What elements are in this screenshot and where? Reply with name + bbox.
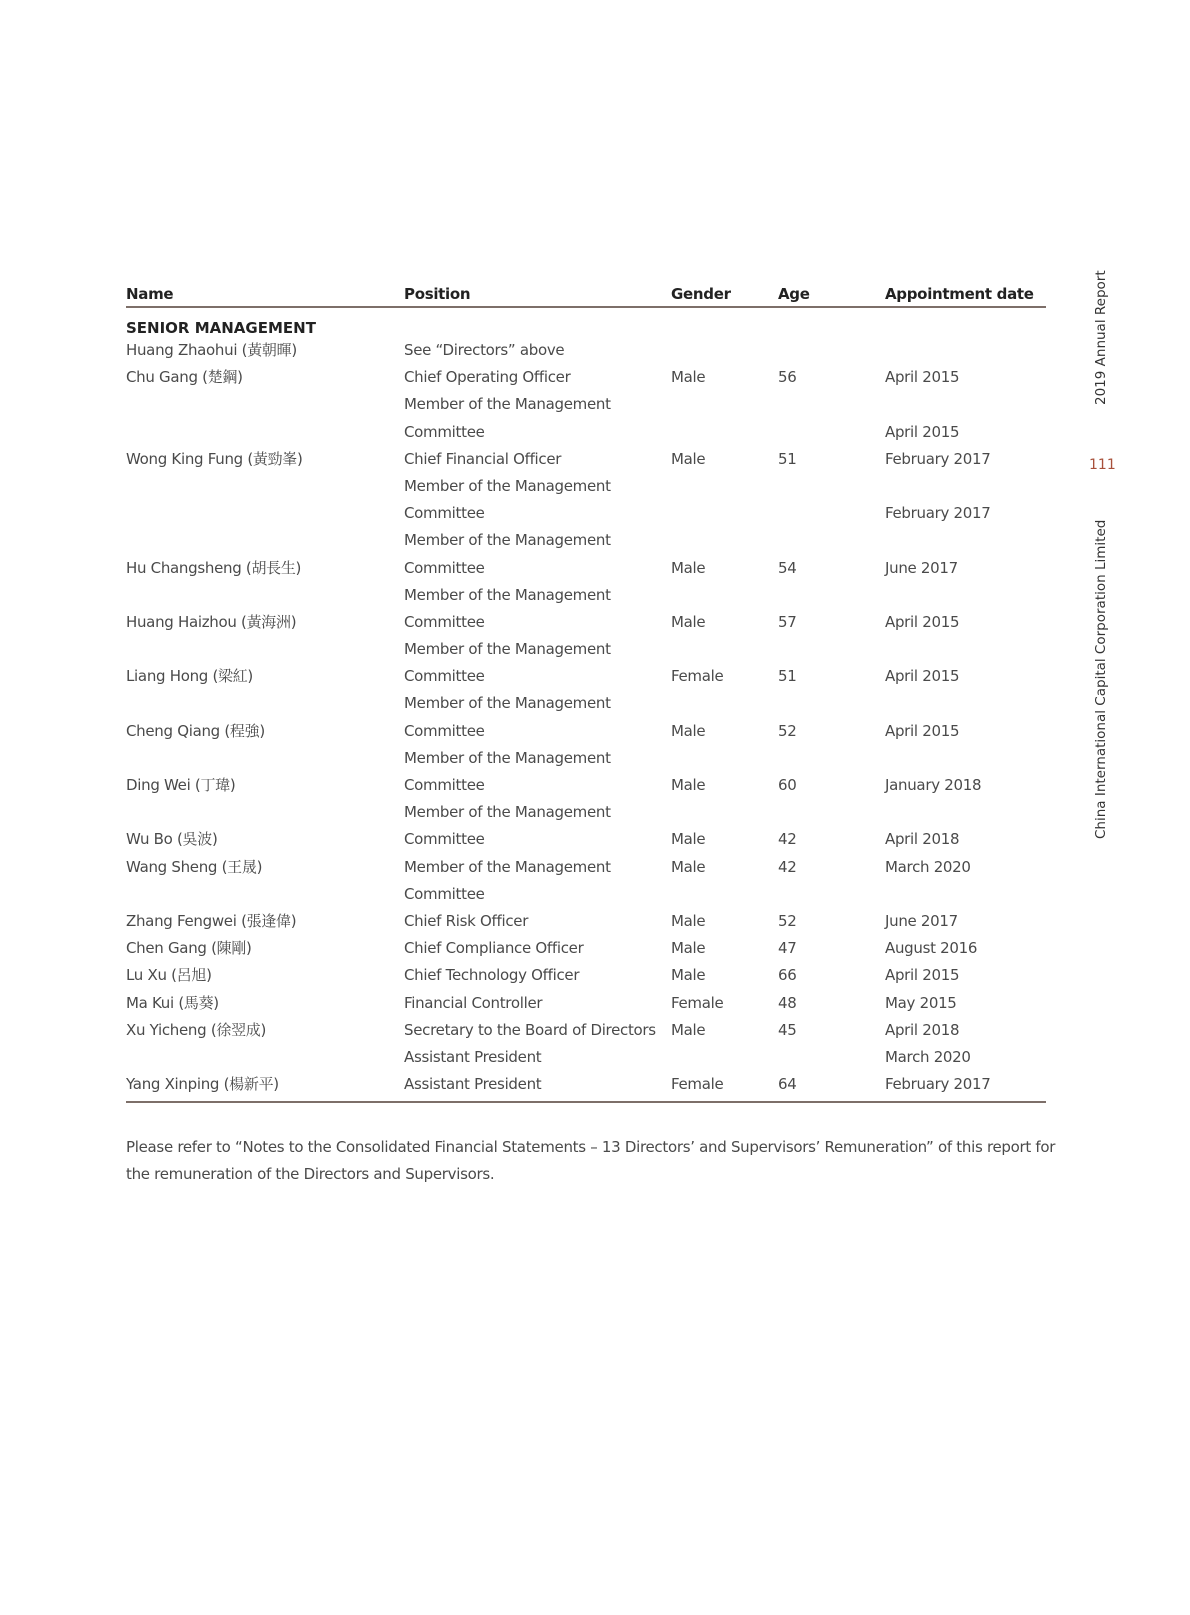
header-appointment-date: Appointment date xyxy=(885,285,1034,303)
cell-gender: Male xyxy=(671,449,706,468)
cell-name: Yang Xinping (楊新平) xyxy=(126,1075,279,1094)
cell-appointment-date: March 2020 xyxy=(885,1047,971,1066)
cell-position: Member of the Management xyxy=(404,694,611,713)
cell-name: Chu Gang (楚鋼) xyxy=(126,368,243,387)
table-row xyxy=(126,420,1046,447)
cell-position: Committee xyxy=(404,667,485,686)
cell-position: Committee xyxy=(404,558,485,577)
cell-name: Huang Haizhou (黃海洲) xyxy=(126,612,297,631)
table-row xyxy=(126,392,1046,419)
cell-gender: Male xyxy=(671,721,706,740)
cell-gender: Male xyxy=(671,558,706,577)
cell-appointment-date: April 2015 xyxy=(885,667,960,686)
cell-position: Financial Controller xyxy=(404,993,543,1012)
cell-name: Lu Xu (呂旭) xyxy=(126,966,212,985)
cell-gender: Male xyxy=(671,911,706,930)
cell-position: Member of the Management xyxy=(404,803,611,822)
table-row xyxy=(126,991,1046,1018)
cell-gender: Male xyxy=(671,368,706,387)
cell-position: Committee xyxy=(404,830,485,849)
cell-name: Liang Hong (梁紅) xyxy=(126,667,253,686)
cell-name: Hu Changsheng (胡長生) xyxy=(126,558,302,577)
cell-gender: Male xyxy=(671,830,706,849)
cell-position: Assistant President xyxy=(404,1075,542,1094)
table-row xyxy=(126,583,1046,610)
cell-position: Committee xyxy=(404,721,485,740)
cell-name: Ding Wei (丁瑋) xyxy=(126,776,236,794)
cell-age: 42 xyxy=(778,830,797,849)
cell-age: 56 xyxy=(778,368,797,387)
table-row xyxy=(126,936,1046,963)
cell-gender: Female xyxy=(671,667,724,686)
cell-position: Chief Risk Officer xyxy=(404,911,529,930)
cell-position: Member of the Management xyxy=(404,748,611,767)
table-row xyxy=(126,855,1046,882)
cell-position: Secretary to the Board of Directors xyxy=(404,1020,656,1039)
report-title: 2019 Annual Report xyxy=(1093,270,1109,405)
cell-position: Committee xyxy=(404,884,485,903)
cell-name: Xu Yicheng (徐翌成) xyxy=(126,1020,267,1039)
table-row xyxy=(126,773,1046,800)
cell-name: Wang Sheng (王晟) xyxy=(126,857,263,876)
cell-gender: Male xyxy=(671,776,706,794)
cell-position: See “Directors” above xyxy=(404,341,565,359)
cell-age: 54 xyxy=(778,558,797,577)
cell-appointment-date: April 2015 xyxy=(885,721,960,740)
table-row xyxy=(126,556,1046,583)
cell-position: Chief Operating Officer xyxy=(404,368,571,387)
cell-appointment-date: June 2017 xyxy=(885,558,958,577)
table-bottom-rule xyxy=(126,1101,1046,1103)
cell-age: 60 xyxy=(778,776,797,794)
cell-position: Chief Technology Officer xyxy=(404,966,580,985)
table-row xyxy=(126,800,1046,827)
cell-appointment-date: February 2017 xyxy=(885,449,991,468)
table-row xyxy=(126,719,1046,746)
cell-age: 48 xyxy=(778,993,797,1012)
cell-name: Huang Zhaohui (黃朝暉) xyxy=(126,341,297,359)
cell-position: Member of the Management xyxy=(404,640,611,659)
cell-appointment-date: April 2015 xyxy=(885,368,960,387)
cell-gender: Male xyxy=(671,857,706,876)
table-row xyxy=(126,338,1046,365)
table-row xyxy=(126,664,1046,691)
cell-position: Member of the Management xyxy=(404,857,611,876)
header-name: Name xyxy=(126,285,174,303)
cell-age: 57 xyxy=(778,612,797,631)
table-row xyxy=(126,610,1046,637)
cell-appointment-date: May 2015 xyxy=(885,993,957,1012)
cell-age: 52 xyxy=(778,911,797,930)
cell-name: Zhang Fengwei (張逢偉) xyxy=(126,911,297,930)
cell-appointment-date: April 2018 xyxy=(885,830,960,849)
remuneration-note: Please refer to “Notes to the Consolidated Financial Statements – 13 Directors’ and Supervisors’ Remuneration” of this report for the remuneration of the Directors and Supervisors. xyxy=(126,1138,1056,1183)
header-position: Position xyxy=(404,285,471,303)
cell-age: 64 xyxy=(778,1075,797,1094)
cell-appointment-date: June 2017 xyxy=(885,911,958,930)
cell-appointment-date: April 2018 xyxy=(885,1020,960,1039)
page-number: 111 xyxy=(1089,457,1116,473)
table-row xyxy=(126,963,1046,990)
header-age: Age xyxy=(778,285,810,303)
cell-position: Member of the Management xyxy=(404,585,611,604)
cell-position: Chief Compliance Officer xyxy=(404,939,584,958)
table-row xyxy=(126,501,1046,528)
table-row xyxy=(126,365,1046,392)
cell-appointment-date: April 2015 xyxy=(885,612,960,631)
table-row xyxy=(126,1045,1046,1072)
cell-age: 51 xyxy=(778,667,797,686)
senior-management-table xyxy=(126,282,1046,1103)
table-row xyxy=(126,474,1046,501)
cell-age: 66 xyxy=(778,966,797,985)
table-row xyxy=(126,637,1046,664)
cell-position: Committee xyxy=(404,776,485,794)
cell-age: 42 xyxy=(778,857,797,876)
cell-position: Member of the Management xyxy=(404,531,611,550)
cell-name: Ma Kui (馬葵) xyxy=(126,993,219,1012)
cell-position: Assistant President xyxy=(404,1047,542,1066)
table-body xyxy=(126,338,1046,1099)
section-title: SENIOR MANAGEMENT xyxy=(126,319,316,337)
cell-gender: Male xyxy=(671,939,706,958)
cell-position: Chief Financial Officer xyxy=(404,449,562,468)
table-row xyxy=(126,528,1046,555)
table-row xyxy=(126,691,1046,718)
table-row xyxy=(126,746,1046,773)
cell-position: Committee xyxy=(404,504,485,523)
cell-gender: Male xyxy=(671,1020,706,1039)
cell-appointment-date: August 2016 xyxy=(885,939,978,958)
table-header xyxy=(126,282,1046,308)
table-row xyxy=(126,882,1046,909)
table-row xyxy=(126,447,1046,474)
cell-age: 51 xyxy=(778,449,797,468)
table-row xyxy=(126,1072,1046,1099)
table-row xyxy=(126,909,1046,936)
cell-appointment-date: February 2017 xyxy=(885,504,991,523)
header-gender: Gender xyxy=(671,285,731,303)
cell-appointment-date: April 2015 xyxy=(885,966,960,985)
cell-gender: Female xyxy=(671,1075,724,1094)
cell-appointment-date: February 2017 xyxy=(885,1075,991,1094)
cell-name: Wu Bo (吳波) xyxy=(126,830,218,849)
company-name: China International Capital Corporation Limited xyxy=(1093,519,1109,839)
cell-appointment-date: January 2018 xyxy=(885,776,982,794)
cell-name: Chen Gang (陳剛) xyxy=(126,939,252,958)
cell-gender: Male xyxy=(671,612,706,631)
cell-position: Committee xyxy=(404,612,485,631)
cell-appointment-date: March 2020 xyxy=(885,857,971,876)
cell-name: Wong King Fung (黃勁峯) xyxy=(126,449,303,468)
cell-age: 47 xyxy=(778,939,797,958)
cell-appointment-date: April 2015 xyxy=(885,422,960,441)
cell-name: Cheng Qiang (程強) xyxy=(126,721,265,740)
cell-age: 52 xyxy=(778,721,797,740)
cell-position: Member of the Management xyxy=(404,395,611,414)
table-row xyxy=(126,1018,1046,1045)
table-row xyxy=(126,827,1046,854)
cell-gender: Female xyxy=(671,993,724,1012)
cell-position: Member of the Management xyxy=(404,476,611,495)
cell-gender: Male xyxy=(671,966,706,985)
cell-position: Committee xyxy=(404,422,485,441)
cell-age: 45 xyxy=(778,1020,797,1039)
